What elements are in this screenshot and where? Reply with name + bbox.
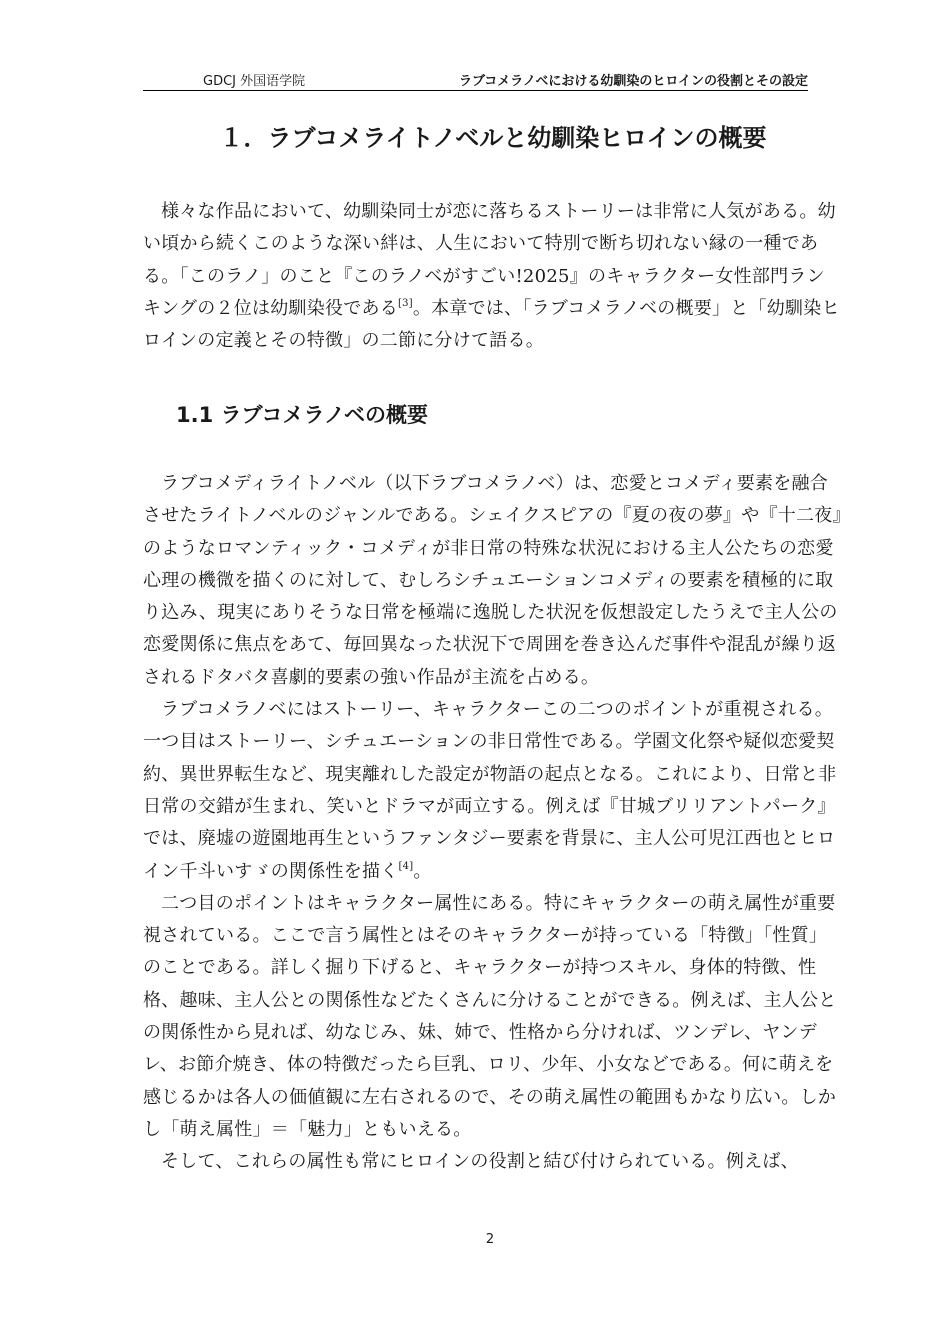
paragraph-2 — [143, 694, 843, 888]
intro-paragraph — [143, 196, 843, 357]
page-number: 2 — [485, 1232, 495, 1247]
paragraph-3: 二つ目のポイントはキャラクター属性にある。特にキャラクターの萌え属性が重要視されている。ここで言う属性とはそのキャラクターが持っている「特徴」「性質」のことである。詳しく掘り下げると、キャラクターが持つスキル、身体的特徴、性格、趣味、主人公との関係性などたくさんに分けることができる。例えば、主人公との関係性から見れば、幼なじみ、妹、姉で、性格から分ければ、ツンデレ、ヤンデレ、お節介焼き、体の特徴だったら巨乳、ロリ、少年、小女などである。何に萌えを感じるかは各人の価値観に左右されるので、その萌え属性の範囲もかなり広い。しかし「萌え属性」＝「魅力」ともいえる。 — [143, 892, 837, 1140]
page-header — [143, 66, 808, 91]
paragraph-2-text-after: 。 — [413, 860, 432, 882]
chapter-title: １．ラブコメライトノベルと幼馴染ヒロインの概要 — [219, 124, 767, 152]
citation-ref-4: [4] — [398, 860, 414, 872]
intro-text: 様々な作品において、幼馴染同士が恋に落ちるストーリーは非常に人気がある。幼い頃から続くこのような深い絆は、人生において特別で断ち切れない縁の一種である。「このラノ」のこと『このラノベがすごい!2025』のキャラクター女性部門ランキングの２位は幼馴染役である — [143, 201, 836, 319]
header-institution: GDCJ 外国语学院 — [203, 74, 306, 89]
paragraph-4: そして、これらの属性も常にヒロインの役割と結び付けられている。例えば、 — [161, 1151, 799, 1173]
header-paper-title: ラブコメラノベにおける幼馴染のヒロインの役割とその設定 — [458, 74, 808, 89]
paragraph-2-text: ラブコメラノベにはストーリー、キャラクターこの二つのポイントが重視される。一つ目はストーリー、シチュエーションの非日常性である。学園文化祭や疑似恋愛契約、異世界転生など、現実離れした設定が物語の起点となる。これにより、日常と非日常の交錯が生まれ、笑いとドラマが両立する。例えば『甘城ブリリアントパーク』では、廃墟の遊園地再生というファンタジー要素を背景に、主人公可児江西也とヒロイン千斗いすゞの関係性を描く — [143, 699, 837, 882]
intro-block — [143, 196, 843, 357]
section-title: 1.1 ラブコメラノベの概要 — [176, 403, 428, 427]
intro-text-after: 。本章では、「ラブコメラノベの概要」と「幼馴染ヒロインの定義とその特徴」の二節に分けて語る。 — [143, 297, 840, 352]
section-body — [143, 468, 843, 1179]
citation-ref-3: [3] — [397, 297, 413, 309]
paragraph-1: ラブコメディライトノベル（以下ラブコメラノベ）は、恋愛とコメディ要素を融合させたライトノベルのジャンルである。シェイクスピアの『夏の夜の夢』や『十二夜』のようなロマンティック・コメディが非日常の特殊な状況における主人公たちの恋愛心理の機微を描くのに対して、むしろシチュエーションコメディの要素を積極的に取り込み、現実にありそうな日常を極端に逸脱した状況を仮想設定したうえで主人公の恋愛関係に焦点をあて、毎回異なった状況下で周囲を巻き込んだ事件や混乱が繰り返されるドタバタ喜劇的要素の強い作品が主流を占める。 — [143, 473, 842, 688]
